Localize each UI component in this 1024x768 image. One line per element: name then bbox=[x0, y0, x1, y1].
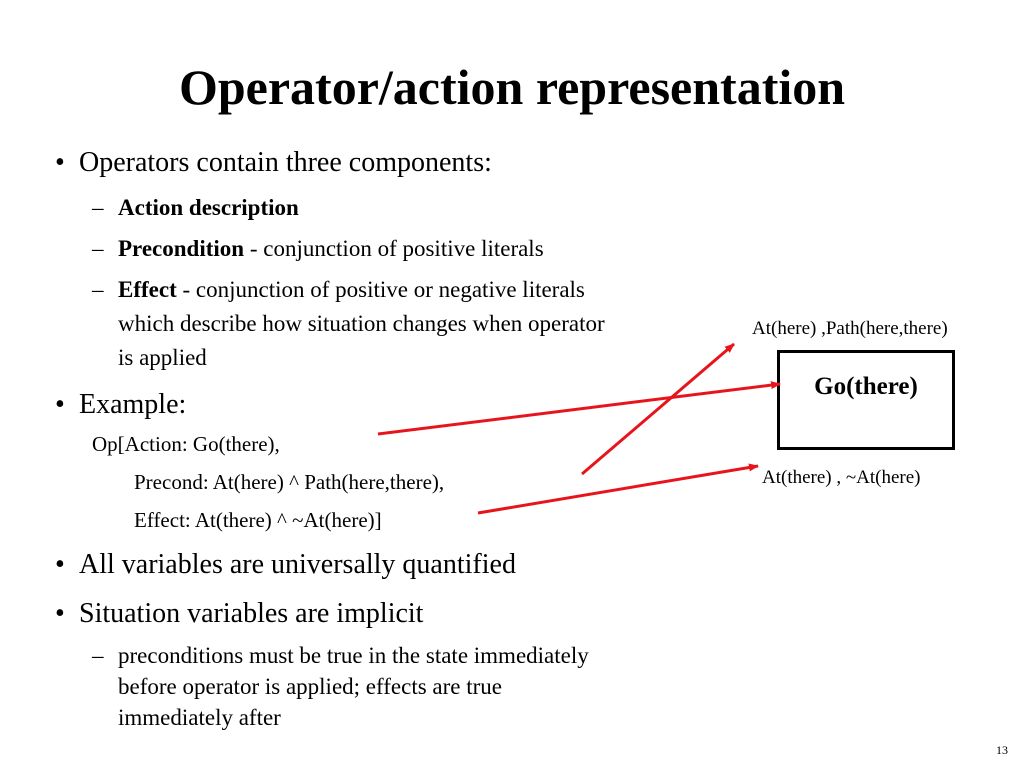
bullet-universally-quantified: All variables are universally quantified bbox=[79, 549, 516, 580]
precondition-term: Precondition bbox=[118, 236, 245, 261]
preconditions-note-line2: before operator is applied; effects are true bbox=[118, 674, 502, 699]
bullet-marker: • bbox=[55, 389, 65, 420]
arrow-precond-to-label bbox=[582, 344, 734, 474]
bullet-situation-implicit: Situation variables are implicit bbox=[79, 598, 424, 629]
page-number: 13 bbox=[996, 743, 1008, 757]
preconditions-note-line1: preconditions must be true in the state immediately bbox=[118, 643, 589, 668]
sub-action-description: Action description bbox=[118, 195, 299, 220]
example-line-precond: Precond: At(here) ^ Path(here,there), bbox=[134, 470, 445, 494]
operator-box-label: Go(there) bbox=[814, 373, 918, 400]
effect-label: At(there) , ~At(here) bbox=[762, 467, 921, 488]
bullet-marker: • bbox=[55, 598, 65, 629]
effect-description-line3: is applied bbox=[118, 345, 207, 370]
dash-marker: – bbox=[92, 236, 104, 261]
bullet-marker: • bbox=[55, 147, 65, 178]
preconditions-note-line3: immediately after bbox=[118, 705, 281, 730]
bullet-example: Example: bbox=[79, 389, 187, 420]
bullet-operators-components: Operators contain three components: bbox=[79, 147, 492, 178]
precondition-label: At(here) ,Path(here,there) bbox=[752, 318, 948, 339]
example-line-action: Op[Action: Go(there), bbox=[92, 432, 280, 456]
bullet-marker: • bbox=[55, 549, 65, 580]
arrow-effect-to-label bbox=[478, 466, 758, 513]
slide-title: Operator/action representation bbox=[178, 59, 846, 115]
effect-term: Effect bbox=[118, 277, 177, 302]
arrow-action-to-box bbox=[378, 384, 780, 434]
effect-description-line2: which describe how situation changes when operator bbox=[118, 311, 605, 336]
dash-marker: – bbox=[92, 643, 104, 668]
effect-description: - conjunction of positive or negative literals bbox=[176, 277, 585, 302]
example-line-effect: Effect: At(there) ^ ~At(here)] bbox=[134, 508, 382, 532]
dash-marker: – bbox=[92, 195, 104, 220]
precondition-description: - conjunction of positive literals bbox=[244, 236, 544, 261]
dash-marker: – bbox=[92, 277, 104, 302]
